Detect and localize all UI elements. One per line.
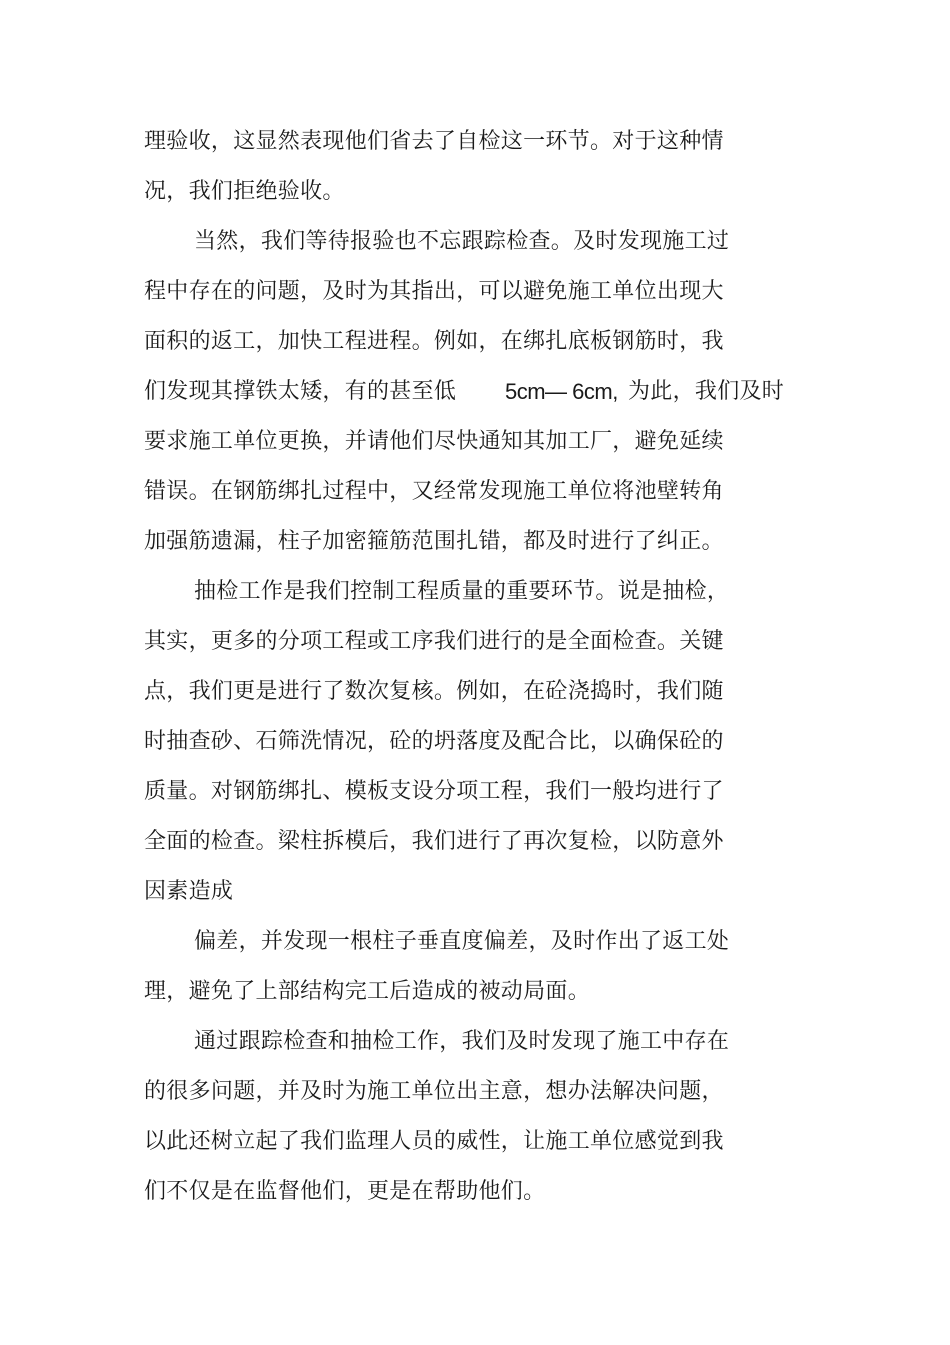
paragraph-start-line: 抽检工作是我们控制工程质量的重要环节。说是抽检， — [194, 579, 730, 604]
text-line: 全面的检查。梁柱拆模后，我们进行了再次复检，以防意外 — [144, 829, 724, 854]
measurement-text: 5cm— 6cm, — [505, 379, 618, 404]
text-line: 为此，我们及时 — [628, 379, 785, 404]
text-line: 的很多问题，并及时为施工单位出主意，想办法解决问题， — [144, 1079, 724, 1104]
text-line: 理，避免了上部结构完工后造成的被动局面。 — [144, 979, 591, 1004]
text-line: 要求施工单位更换，并请他们尽快通知其加工厂，避免延续 — [144, 429, 724, 454]
paragraph-start-line: 通过跟踪检查和抽检工作，我们及时发现了施工中存在 — [194, 1029, 730, 1054]
text-line: 面积的返工，加快工程进程。例如，在绑扎底板钢筋时，我 — [144, 329, 724, 354]
text-line: 质量。对钢筋绑扎、模板支设分项工程，我们一般均进行了 — [144, 779, 724, 804]
text-line: 时抽查砂、石筛洗情况，砼的坍落度及配合比，以确保砼的 — [144, 729, 724, 754]
paragraph-start-line: 当然，我们等待报验也不忘跟踪检查。及时发现施工过 — [194, 229, 730, 254]
text-line: 其实，更多的分项工程或工序我们进行的是全面检查。关键 — [144, 629, 724, 654]
text-line: 点，我们更是进行了数次复核。例如，在砼浇捣时，我们随 — [144, 679, 724, 704]
text-line: 因素造成 — [144, 879, 234, 904]
text-line: 以此还树立起了我们监理人员的威性，让施工单位感觉到我 — [144, 1129, 724, 1154]
text-line: 们不仅是在监督他们，更是在帮助他们。 — [144, 1179, 546, 1204]
text-line: 们发现其撑铁太矮，有的甚至低 — [144, 379, 457, 404]
text-line: 况，我们拒绝验收。 — [144, 179, 345, 204]
text-line: 理验收，这显然表现他们省去了自检这一环节。对于这种情 — [144, 129, 724, 154]
paragraph-start-line: 偏差，并发现一根柱子垂直度偏差，及时作出了返工处 — [194, 929, 730, 954]
text-line: 错误。在钢筋绑扎过程中，又经常发现施工单位将池壁转角 — [144, 479, 724, 504]
text-line: 加强筋遗漏，柱子加密箍筋范围扎错，都及时进行了纠正。 — [144, 529, 724, 554]
text-line: 程中存在的问题，及时为其指出，可以避免施工单位出现大 — [144, 279, 724, 304]
